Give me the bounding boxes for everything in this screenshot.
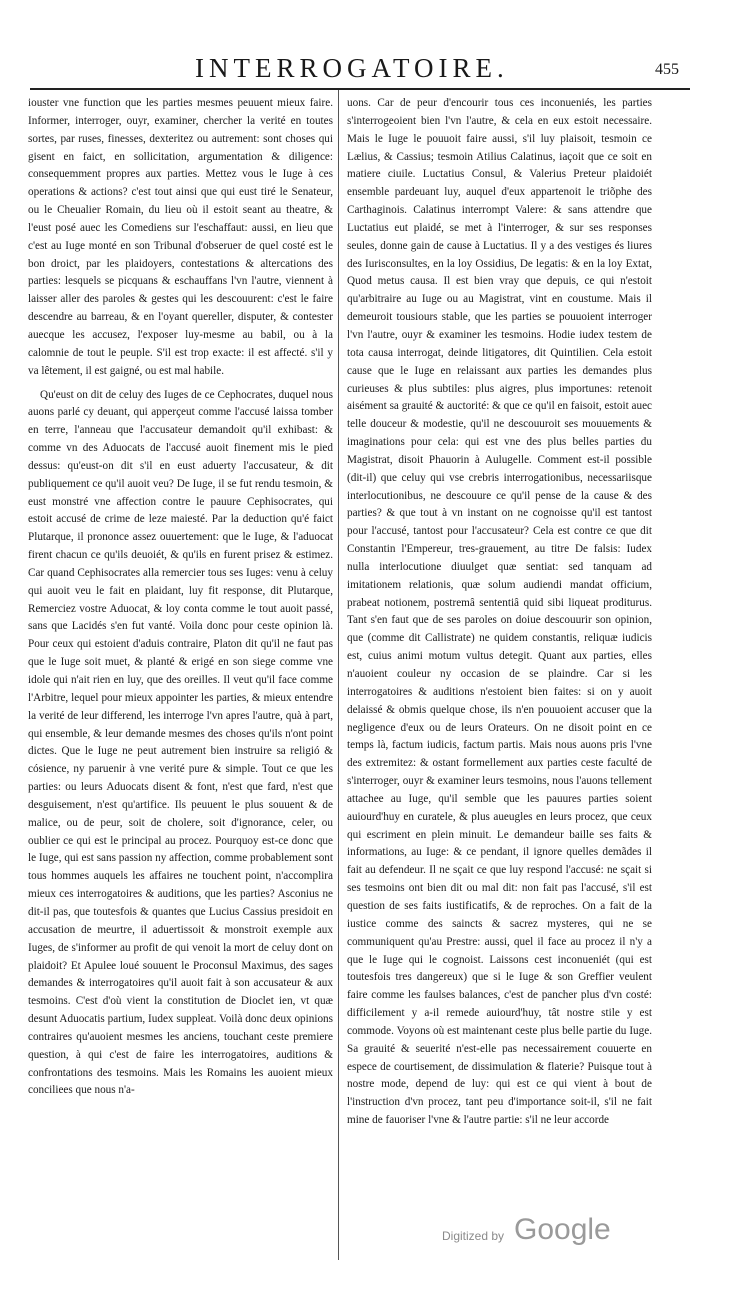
left-paragraph-2: Qu'eust on dit de celuy des Iuges de ce Cephocrates, duquel nous auons parlé cy deuant, qui apperçeut comme l'accusé laissa tomber en terre, l'anneau que l'accusateur demandoit qu'il exhibast: & comme vn des Aduocats de l'accusé auoit finement mis le pied dessus: qu'eust-on dit s'il en eust aduerty l'accusateur, & dit publiquement ce qu'il auoit veu? De Iuge, il se fut rendu tesmoin, & eust monstré vne affection contre le pauure Cephisocrates, qui estoit accusé de crime de leze maiesté. Par la deduction qu'é faict Plutarque, il prononce assez ouuertement: que le Iuge, & l'aduocat firent chacun ce qu'ils deuoiét, & qu'ils en furent prisez & estimez. Car quand Cephisocrates alla remercier tous ses Iuges: venu à celuy qui auoit veu le fait en plaidant, luy fit response, dit Plutarque, Remerciez vostre Aduocat, & loy conta comme le tout auoit passé, sans que Lacidés s'en fut vanté. Voila donc pour ceste opinion là. Pour ceux qui estoient d'aduis contraire, Platon dit qu'il ne faut pas que le Iuge soit muet, & planté & erigé en son siege comme vne idole qui n'ait rien en luy, que des oreilles. Il veut qu'il face comme l'Arbitre, lequel pour mieux appointer les parties, & mieux entendre la verité de leur differend, les interroge l'vn apres l'autre, quà à part, qui ensemble, & leur demande mesmes des choses qu'ils n'ont point dictes. Que le Iuge ne peut autrement bien instruire sa religió & cósience, ny paruenir à vne verité pure & simple. Tout ce que les parties: ou leurs Aduocats disent & font, n'est que fard, n'est que desguisement, n'est qu'artifice. Ils peuuent le plus souuent & de malice, ou de peur, soit de cholere, soit d'ignorance, celer, ou oublier ce qui est le principal au procez. Pourquoy est-ce donc que le Iuge, qui est sans passion ny affection, comme probablement sont tous hommes auquels les affaires ne touchent point, n'accomplira mieux ces interrogatoires & auditions, que les parties? Asconius ne dit-il pas, que toutesfois & quantes que Lucius Cassius presidoit en accusation de meurtre, il aduertissoit & monstroit exemple aux Iuges, de s'informer au profit de qui venoit la mort de celuy dont on plaidoit? Et Apulee loué souuent le Proconsul Maximus, des sages demandes & interrogatoires qu'il auoit fait à son accusateur & aux tesmoins. C'est d'où vient la constitution de Dioclet ien, vt quæ desunt Aduocatis partium, Iudex suppleat. Voilà donc deux opinions contraires qu'auoient mesmes les anciens, touchant ceste premiere question, à qui c'est de faire les interrogatoires, auditions & confrontations des tesmoins. Mais les Romains les auoient mieux conciliees que nous n'a- [28, 388, 333, 1097]
right-paragraph-1: uons. Car de peur d'encourir tous ces inconueniés, les parties s'interrogeoient bien l'vn l'autre, & cela en eux estoit necessaire. Mais le Iuge le pouuoit faire aussi, s'il luy plaisoit, tesmoin ce Lælius, & Cassius; tesmoin Atilius Calatinus, iaçoit que ce soit en matiere ciuile. Luctatius Consul, & Valerius Preteur plaidoiét ensemble pardeuant luy, auquel d'eux appartenoit le triõphe des Carthaginois. Calatinus interrompt Valere: & sans attendre que Luctatius eut plaidé, se met à l'interroger, & sur ses responses seules, donne gain de cause à Luctatius. Il y a des vestiges és liures des Iurisconsultes, en la loy Ossidius, De legatis: & en la loy Extat, Quod metus causa. Il est bien vray que depuis, ce qui n'estoit qu'arbitraire au Iuge ou au Magistrat, vint en coustume. Mais il demeuroit tousiours stable, que les parties se pouuoient interroger l'vn l'autre, ouyr & examiner les tesmoins. Hodie iudex testem de tota causa interrogat, deinde litigatores, dit Quintilien. Cela estoit cause que le Iuge en relaissant aux parties les demandes plus curieuses & plus subtiles: plus aigres, plus importunes: retenoit aisément sa grauité & auctorité: & que ce qu'il en faisoit, estoit auec telle douceur & modestie, qu'il ne descouuroit ses mouuements & imaginations pour cela: qui est vne des plus belles parties du Magistrat, disoit Phauorin à Aulugelle. Comment est-il possible (dit-il) que celuy qui vse crebris interrogationibus, necessariisque interlocutionibus, ne descouure ce qu'il pense de la cause & des parties? & que tout à vn instant on ne cognoisse qu'il est tantost pour l'accusé, tantost pour l'accusateur? Cela est contre ce que dit Constantin l'Empereur, tres-grauement, au titre De falsis: Iudex nulla interlocutione diuulget quæ sentiat: sed tanquam ad imitationem relationis, quæ solum audiendi mandat officium, prabeat notionem, postremâ sententiâ quid sibi liqueat proditurus. Tant s'en faut que de ses paroles on doiue descouurir son opinion, que (comme dit Callistrate) ne quidem constantis, reliquæ iudicis est, cuius animi motum vultus detegit. Quant aux parties, elles n'auoient couleur ny occasion de se plaindre. Car si les interrogatoires & auditions n'estoient bien faites: si on y auoit delaissé & obmis quelque chose, ils n'en pouuoient accuser que la negligence d'eux ou de leurs Orateurs. On ne disoit point en ce temps là, factum iudicis, factum partis. Mais nous auons pris l'vne des extremitez: & ostant formellement aux parties ceste faculté de s'interroger, ouyr & examiner leurs tesmoins, nous l'auons tellement attachee au Iuge, qu'il semble que les pauures parties soient auiourd'huy en curatele, & plus aueugles en leurs procez, que ceux qui escriment en plein minuit. Le demandeur baille ses faits & informations, au Iuge: & ce pendant, il ignore quelles demãdes il fait au defendeur. Il ne sçait ce que luy respond l'accusé: ne sçait si ses tesmoins ont bien dit ou mal dit: non fait pas l'accusé, s'il est question de ses faits iustificatifs, & de reproches. On a fait de la iustice comme des saincts & sacrez mysteres, qui ne se communiquent qu'au Prestre: aussi, quel il face au procez il n'y a que le Iuge qui le cognoist. Laissons cest inconueniét (qui est toutesfois tres dangereux) que si le Iuge & son Greffier veulent faire comme les faulses balances, c'est de pancher plus d'vn costé: difficilement y a-il remede auiourd'huy, tât nostre stile y est commode. Voyons où est maintenant ceste plus belle partie du Iuge. Sa grauité & seuerité n'est-elle pas necessairement couuerte en espece de courtisement, de dissimulation & flaterie? Puisque tout à nostre mode, depend de luy: qui est ce qui vient à bout de l'instruction d'vn procez, tant peu d'importance soit-il, s'il ne fait mine de fauoriser l'vne & l'autre partie: s'il ne leur accorde [347, 97, 652, 1127]
watermark-prefix: Digitized by [442, 1229, 505, 1243]
left-column [28, 95, 333, 1260]
right-column [347, 95, 652, 1260]
page-number: 455 [655, 61, 679, 78]
header-rule [30, 88, 690, 90]
column-divider [338, 90, 339, 1260]
google-logo: Google [514, 1213, 611, 1246]
running-title: INTERROGATOIRE. [195, 53, 509, 83]
left-paragraph-1: iouster vne function que les parties mesmes peuuent mieux faire. Informer, interroger, ouyr, examiner, chercher la verité en toutes sortes, par ruses, finesses, dexteritez ou autrement: sont choses qui gisent en faict, en sollicitation, argumentation & diligence: consequemment propres aux parties. Mettez vous le Iuge à ces operations & actions? c'est tout ainsi que qui eust tiré le Senateur, ou le Cheualier Romain, du lieu où il estoit seant au theatre, & l'eust posé auec les Comediens sur l'eschaffaut: aussi, en lieu que c'est au Iuge monté en son Tribunal d'obseruer de quel costé est le bon droict, par les plaidoyers, contestations & altercations des parties: lesquels se picquans & eschauffans l'vn l'autre, viennent à laisser aller des paroles & gestes qui les descouurent: c'est le faire descendre au barreau, & en l'oyant quereller, disputer, & contester auecque les accusez, l'exposer luy-mesme au babil, ou à la calomnie de tout le peuple. S'il est trop exacte: il est affecté. s'il y va lêtement, il est gaigné, ou est mal habile. [28, 97, 333, 377]
digitization-watermark [442, 1213, 612, 1253]
page-header [0, 50, 745, 90]
